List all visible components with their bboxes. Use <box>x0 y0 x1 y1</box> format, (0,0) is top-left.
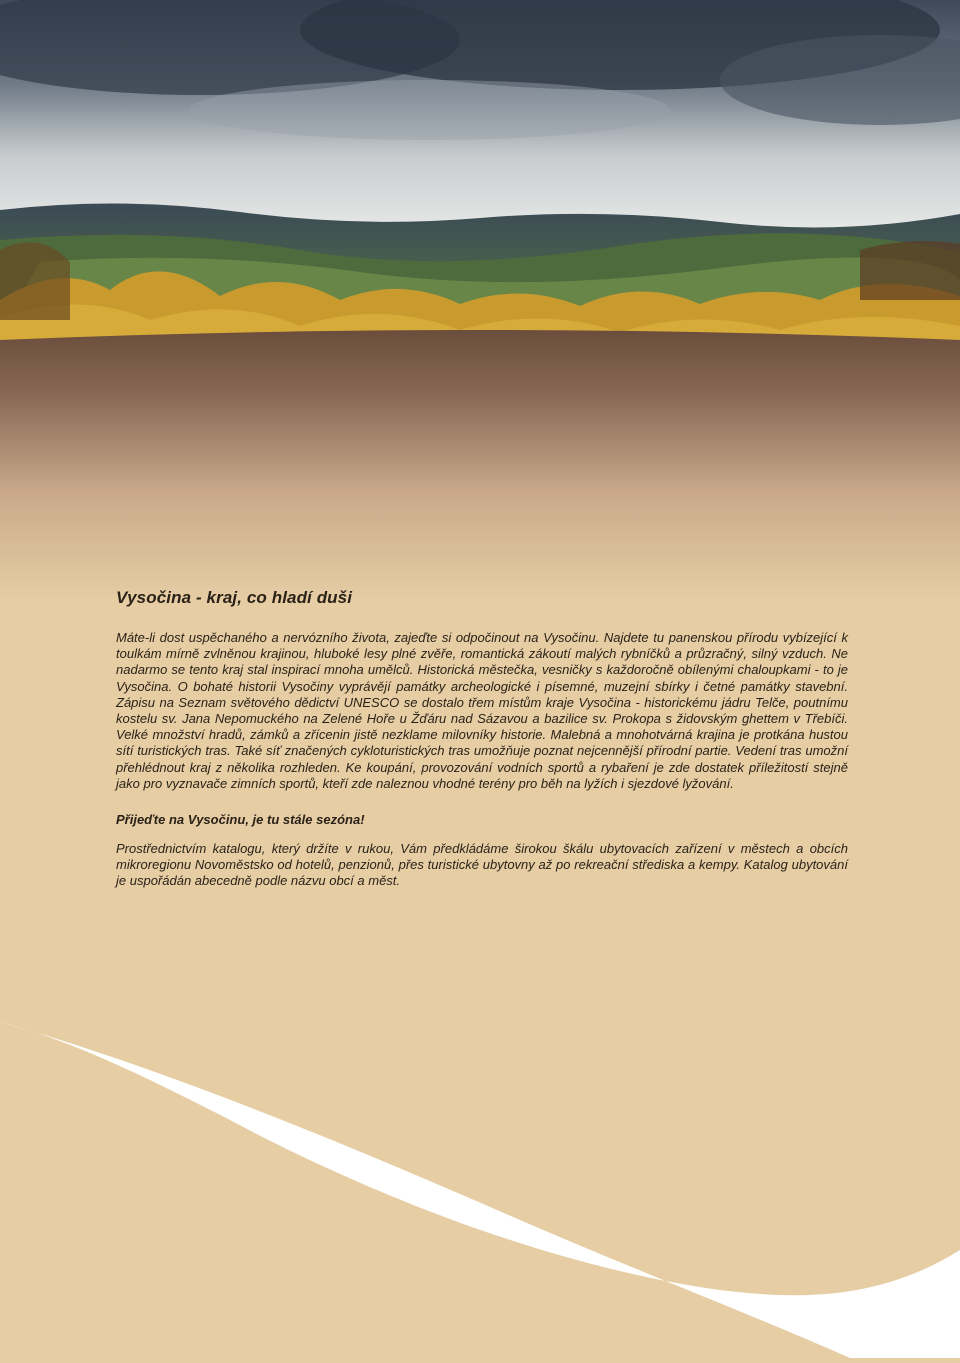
catalog-note-paragraph: Prostřednictvím katalogu, který držíte v rukou, Vám předkládáme širokou škálu ubytovacích zařízení v městech a obcích mikroregionu Novoměstsko od hotelů, penzionů, přes turistické ubytovny až po rekreační střediska a kempy. Katalog ubytování je uspořádán abecedně podle názvu obcí a měst. <box>116 841 848 889</box>
decorative-swoosh <box>0 1000 960 1358</box>
landscape-photo <box>0 0 960 600</box>
article-title: Vysočina - kraj, co hladí duši <box>116 588 353 607</box>
article-intro-paragraph: Máte-li dost uspěchaného a nervózního života, zajeďte si odpočinout na Vysočinu. Najdete tu panenskou přírodu vybízející k toulkám mírně zvlněnou krajinou, hluboké lesy plné zvěře, romantická zákoutí malých rybníčků a průzračný, silný vzduch. Ne nadarmo se tento kraj stal inspirací mnoha umělců. Historická městečka, vesničky s každoročně obílenými chaloupkami - to je Vysočina. O bohaté historii Vysočiny vyprávějí památky archeologické i písemné, muzejní sbírky i četné památky stavební. Zápisu na Seznam světového dědictví UNESCO se dostalo třem místům kraje Vysočina - historickému jádru Telče, poutnímu kostelu sv. Jana Nepomuckého na Zelené Hoře u Žďáru nad Sázavou a bazilice sv. Prokopa s židovským ghettem v Třebíči. Velké množství hradů, zámků a zřícenin jistě nezklame milovníky historie. Malebná a mnohotvárná krajina je protkána hustou sítí turistických tras. Také síť značených cykloturistických tras umožňuje poznat nejcennější přírodní partie. Vedení tras umožní přehlédnout kraj z několika rozhleden. Ke koupání, provozování vodních sportů a rybaření je zde dostatek příležitostí stejně jako pro vyznavače zimních sportů, kteří zde naleznou vhodné terény pro běh na lyžích i sjezdové lyžování. <box>116 630 848 791</box>
article <box>116 588 848 890</box>
article-slogan: Přijeďte na Vysočinu, je tu stále sezóna! <box>116 812 365 828</box>
